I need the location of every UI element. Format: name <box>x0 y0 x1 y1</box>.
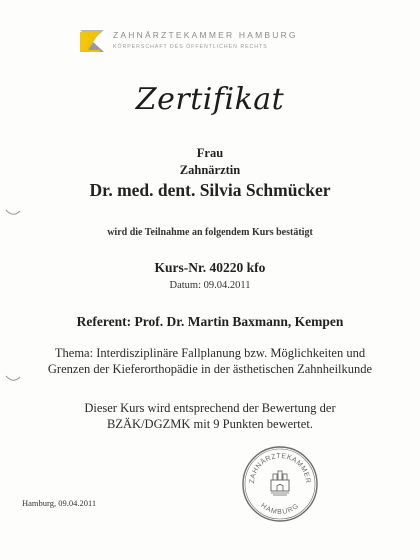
organization-subtitle: KÖRPERSCHAFT DES ÖFFENTLICHEN RECHTS <box>113 44 268 50</box>
organization-name: ZAHNÄRZTEKAMMER HAMBURG <box>113 30 298 40</box>
course-date: Datum: 09.04.2011 <box>169 280 251 291</box>
certificate-title: Zertifikat <box>135 82 285 117</box>
recipient-name: Dr. med. dent. Silvia Schmücker <box>89 180 331 200</box>
salutation: Frau <box>196 146 224 160</box>
evaluation-line: BZÄK/DGZMK mit 9 Punkten bewertet. <box>107 417 313 431</box>
evaluation-text <box>0 400 420 432</box>
course-number: Kurs-Nr. 40220 kfo <box>154 260 266 275</box>
profession: Zahnärztin <box>179 163 241 177</box>
seal-text-top: ZAHNÄRZTEKAMMER <box>248 452 312 484</box>
official-seal <box>240 444 320 524</box>
punch-mark-icon <box>4 208 22 218</box>
evaluation-line: Dieser Kurs wird entsprechend der Bewertung der <box>84 401 336 415</box>
topic-line: Grenzen der Kieferorthopädie in der ästhetischen Zahnheilkunde <box>47 362 373 376</box>
confirmation-text: wird die Teilnahme an folgendem Kurs bestätigt <box>107 227 313 238</box>
referent: Referent: Prof. Dr. Martin Baxmann, Kempen <box>76 314 344 329</box>
coat-of-arms-icon <box>271 471 289 495</box>
topic-line: Thema: Interdisziplinäre Fallplanung bzw. Möglichkeiten und <box>54 346 366 360</box>
course-topic <box>0 345 420 377</box>
chamber-logo-icon <box>80 30 104 52</box>
seal-text-bottom: HAMBURG <box>259 502 301 517</box>
place-and-date: Hamburg, 09.04.2011 <box>22 498 97 508</box>
